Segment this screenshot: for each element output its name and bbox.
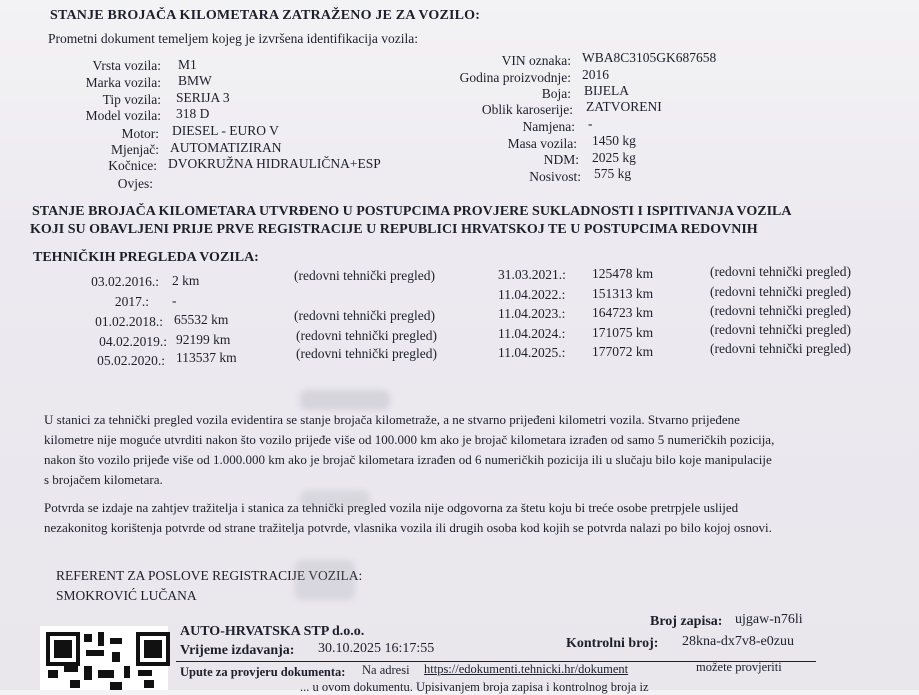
paragraph-line: nakon što vozilo prijeđe više od 1.000.000 km ako je brojač kilometara izrađen od 6 numeričkih pozicija ili u slučaju bilo koje manipulacije (44, 452, 772, 467)
verify-text: Na adresi (362, 663, 410, 677)
vehicle-value: SERIJA 3 (176, 90, 230, 105)
vehicle-label: VIN oznaka: (501, 53, 571, 68)
stamp-smudge (295, 560, 355, 600)
vehicle-value: DIESEL - EURO V (172, 123, 279, 138)
paragraph-line: Potvrda se izdaje na zahtjev tražitelja i stanica za tehnički pregled vozila nije odgovorna za štetu koju bi treće osobe pretrpjele uslijed (44, 500, 739, 515)
reading-note: (redovni tehnički pregled) (710, 303, 851, 318)
section-heading-line1: STANJE BROJAČA KILOMETARA UTVRĐENO U POSTUPCIMA PROVJERE SUKLADNOSTI I ISPITIVANJA VOZILA (32, 204, 792, 219)
vehicle-label: Godina proizvodnje: (459, 70, 571, 85)
document-title: STANJE BROJAČA KILOMETARA ZATRAŽENO JE ZA VOZILO: (50, 8, 481, 23)
reading-date: 11.04.2025.: (498, 345, 566, 360)
vehicle-value: M1 (178, 57, 197, 72)
vehicle-value: ZATVORENI (586, 99, 662, 114)
reading-note: (redovni tehnički pregled) (296, 328, 437, 343)
control-label: Kontrolni broj: (566, 636, 659, 651)
reading-km: 177072 km (592, 344, 654, 359)
section-heading-line3: TEHNIČKIH PREGLEDA VOZILA: (33, 250, 259, 265)
paragraph-line: nezakonitog korištenja potvrde od strane tražitelja potvrde, vlasnika vozila ili drugih osoba kod kojih se potvrda nalazi po bilo kojoj osnovi. (44, 520, 772, 535)
verify-label: Upute za provjeru dokumenta: (180, 665, 346, 679)
reading-km: 113537 km (176, 350, 237, 365)
reading-km: 164723 km (592, 305, 654, 320)
stamp-smudge (300, 490, 370, 508)
issued-label: Vrijeme izdavanja: (180, 643, 295, 658)
vehicle-value: 2025 kg (592, 150, 636, 165)
vehicle-value: BMW (178, 73, 212, 88)
verify-line-2: ... u ovom dokumentu. Upisivanjem broja zapisa i kontrolnog broja iz (300, 680, 649, 694)
issued-value: 30.10.2025 16:17:55 (318, 641, 435, 656)
verify-text-2: možete provjeriti (696, 660, 782, 674)
reading-date: 03.02.2016.: (91, 274, 159, 289)
vehicle-value: 1450 kg (592, 133, 636, 148)
paragraph-line: kilometre nije moguće utvrditi nakon što vozilo prijeđe više od 100.000 km ako je brojač kilometara izrađen od samo 5 numeričkih pozicija, (44, 432, 775, 447)
vehicle-label: Nosivost: (529, 169, 581, 184)
vehicle-label: Model vozila: (85, 108, 161, 123)
vehicle-label: Mjenjač: (111, 142, 159, 157)
vehicle-label: Tip vozila: (102, 92, 161, 107)
control-value: 28kna-dx7v8-e0zuu (682, 634, 794, 649)
section-heading-line2: KOJI SU OBAVLJENI PRIJE PRVE REGISTRACIJE U REPUBLICI HRVATSKOJ TE U POSTUPCIMA REDOVNIH (30, 222, 758, 237)
reading-km: 125478 km (592, 266, 654, 281)
paragraph-line: s brojačem kilometara. (44, 472, 163, 487)
vehicle-value: DVOKRUŽNA HIDRAULIČNA+ESP (168, 156, 381, 171)
paragraph-line: U stanici za tehnički pregled vozila evidentira se stanje brojača kilometraže, a ne stvarno prijeđeni kilometri vozila. Stvarno prijeđene (44, 412, 740, 427)
vehicle-label: Boja: (541, 86, 571, 101)
reading-date: 11.04.2023.: (498, 306, 566, 321)
vehicle-label: Vrsta vozila: (92, 58, 161, 73)
record-label: Broj zapisa: (650, 614, 723, 629)
qr-code (40, 626, 168, 690)
vehicle-value: - (588, 116, 593, 131)
reading-date: 01.02.2018.: (95, 314, 163, 329)
vehicle-label: Oblik karoserije: (481, 102, 573, 117)
record-value: ujgaw-n76li (735, 612, 803, 627)
reading-note: (redovni tehnički pregled) (296, 346, 437, 361)
vin-value: WBA8C3105GK687658 (582, 50, 717, 65)
reading-note: (redovni tehnički pregled) (294, 308, 435, 323)
reading-km: 151313 km (592, 286, 654, 301)
vehicle-value: AUTOMATIZIRAN (170, 140, 282, 155)
reading-note: (redovni tehnički pregled) (294, 268, 435, 283)
vehicle-label: NDM: (543, 152, 579, 167)
vehicle-label: Ovjes: (117, 176, 153, 191)
reading-note: (redovni tehnički pregled) (710, 284, 851, 299)
company-name: AUTO-HRVATSKA STP d.o.o. (180, 624, 365, 639)
reading-km: 92199 km (176, 332, 231, 347)
vehicle-label: Namjena: (522, 119, 575, 134)
reading-note: (redovni tehnički pregled) (710, 322, 851, 337)
reading-km: 2 km (172, 273, 200, 288)
vehicle-value: 575 kg (594, 166, 632, 181)
reading-km: - (172, 293, 177, 308)
referent-name: SMOKROVIĆ LUČANA (56, 588, 197, 603)
document-subtitle: Prometni dokument temeljem kojeg je izvršena identifikacija vozila: (48, 31, 419, 46)
vehicle-label: Motor: (121, 126, 159, 141)
reading-date: 11.04.2024.: (498, 326, 566, 341)
reading-note: (redovni tehnički pregled) (710, 264, 851, 279)
verify-url-link[interactable]: https://edokumenti.tehnicki.hr/dokument (424, 662, 629, 676)
reading-date: 04.02.2019.: (99, 334, 167, 349)
reading-date: 31.03.2021.: (498, 267, 566, 282)
vehicle-label: Marka vozila: (85, 75, 161, 90)
reading-date: 05.02.2020.: (97, 353, 165, 368)
reading-date: 2017.: (114, 294, 149, 309)
vehicle-value: 318 D (176, 106, 210, 121)
vehicle-label: Masa vozila: (507, 136, 577, 151)
reading-date: 11.04.2022.: (498, 287, 566, 302)
reading-km: 171075 km (592, 325, 654, 340)
reading-km: 65532 km (174, 312, 229, 327)
vehicle-value: 2016 (582, 67, 609, 82)
stamp-smudge (300, 390, 390, 410)
vehicle-value: BIJELA (584, 83, 629, 98)
referent-title: REFERENT ZA POSLOVE REGISTRACIJE VOZILA: (56, 568, 363, 583)
reading-note: (redovni tehnički pregled) (710, 341, 851, 356)
vehicle-label: Kočnice: (108, 158, 157, 173)
